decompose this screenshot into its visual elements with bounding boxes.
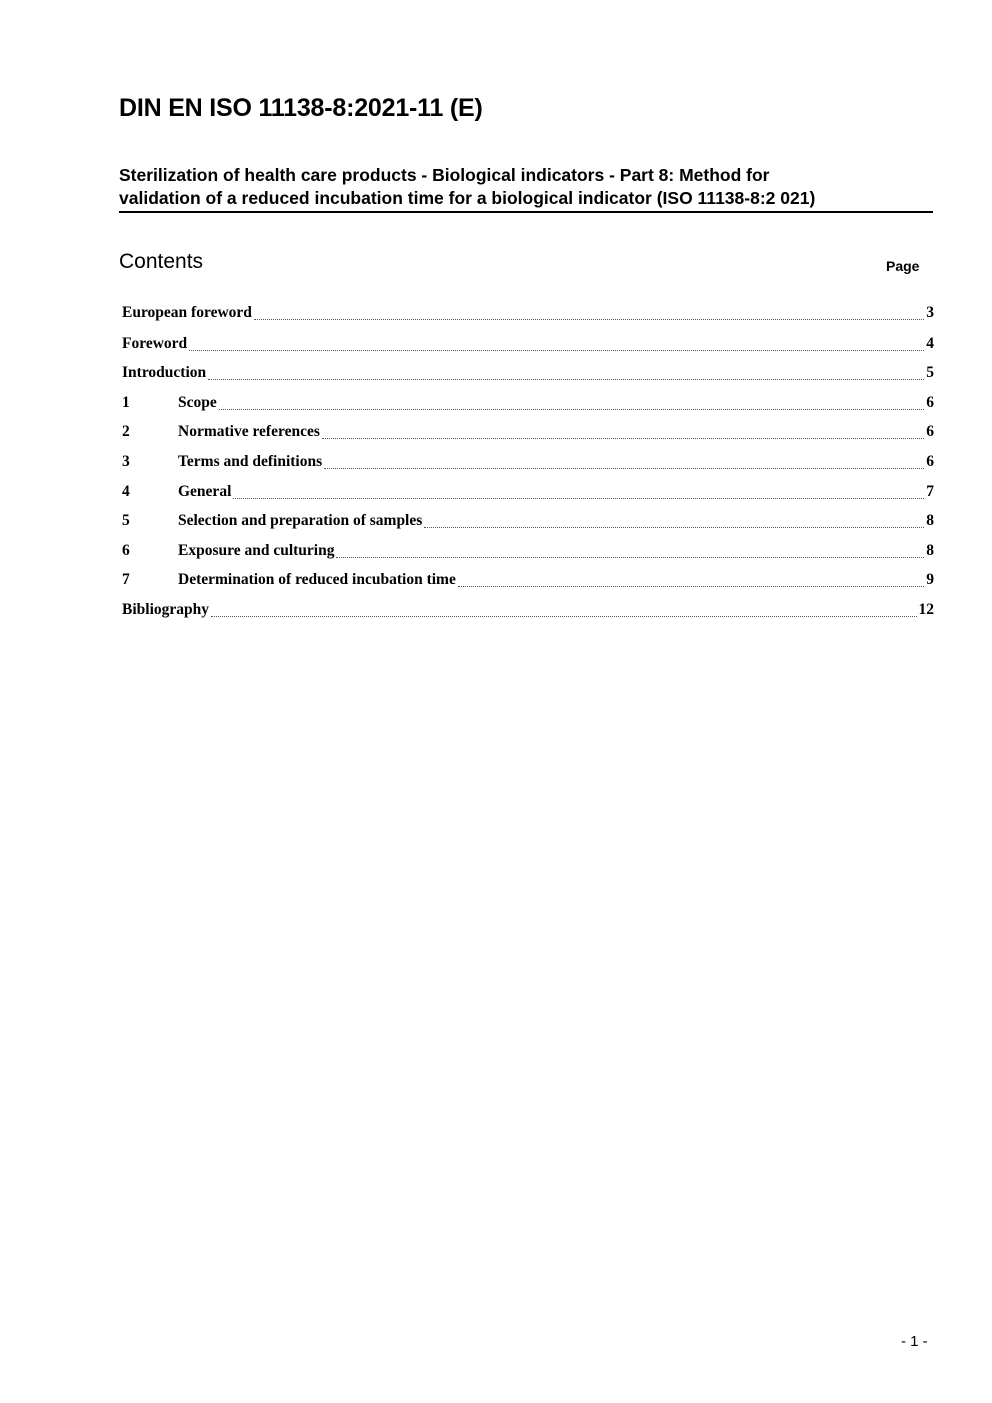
toc-dot-leader [219,408,925,410]
toc-entry-selection-and-preparation[interactable] [122,512,934,534]
toc-entry-number: 6 [122,542,130,559]
toc-entry-label: Normative references [178,423,320,440]
toc-entry-page: 5 [926,364,934,381]
toc-entry-page: 12 [918,601,934,618]
toc-dot-leader [336,556,924,558]
toc-entry-number: 2 [122,423,130,440]
toc-entry-page: 6 [926,423,934,440]
toc-entry-page: 4 [926,335,934,352]
footer-page-number: - 1 - [901,1333,928,1350]
toc-dot-leader [322,437,924,439]
toc-entry-label: Determination of reduced incubation time [178,571,456,588]
toc-entry-label: General [178,483,232,500]
document-title-line-1: Sterilization of health care products - Biological indicators - Part 8: Method for [119,165,770,185]
toc-entry-label: Scope [178,394,217,411]
toc-entry-page: 6 [926,453,934,470]
toc-entry-european-foreword[interactable] [122,304,934,326]
toc-entry-bibliography[interactable] [122,601,934,623]
document-title-line-2: validation of a reduced incubation time for a biological indicator (ISO 11138-8:2 021) [119,188,816,208]
toc-entry-determination-reduced-incubation[interactable] [122,571,934,593]
document-title [119,164,933,213]
toc-dot-leader [189,349,924,351]
toc-entry-label: Foreword [122,335,188,352]
document-id: DIN EN ISO 11138-8:2021-11 (E) [119,94,483,122]
toc-dot-leader [424,526,924,528]
toc-entry-terms-and-definitions[interactable] [122,453,934,475]
toc-entry-label: Exposure and culturing [178,542,335,559]
toc-entry-label: Terms and definitions [178,453,323,470]
toc-dot-leader [324,467,924,469]
page-column-heading: Page [886,258,920,274]
toc-entry-page: 8 [926,542,934,559]
toc-entry-foreword[interactable] [122,335,934,357]
toc-entry-page: 6 [926,394,934,411]
toc-entry-number: 5 [122,512,130,529]
toc-dot-leader [458,585,924,587]
toc-entry-label: European foreword [122,304,252,321]
toc-dot-leader [254,318,924,320]
toc-entry-exposure-and-culturing[interactable] [122,542,934,564]
toc-dot-leader [211,615,917,617]
contents-heading: Contents [119,250,204,273]
toc-entry-normative-references[interactable] [122,423,934,445]
toc-entry-page: 7 [926,483,934,500]
toc-entry-page: 9 [926,571,934,588]
toc-entry-number: 3 [122,453,130,470]
toc-entry-number: 1 [122,394,130,411]
toc-entry-number: 4 [122,483,130,500]
toc-entry-general[interactable] [122,483,934,505]
toc-dot-leader [208,378,924,380]
toc-entry-page: 8 [926,512,934,529]
toc-dot-leader [233,497,924,499]
toc-entry-page: 3 [926,304,934,321]
toc-entry-number: 7 [122,571,130,588]
toc-entry-label: Bibliography [122,601,209,618]
toc-entry-label: Selection and preparation of samples [178,512,423,529]
toc-entry-label: Introduction [122,364,207,381]
toc-entry-scope[interactable] [122,394,934,416]
toc-entry-introduction[interactable] [122,364,934,386]
